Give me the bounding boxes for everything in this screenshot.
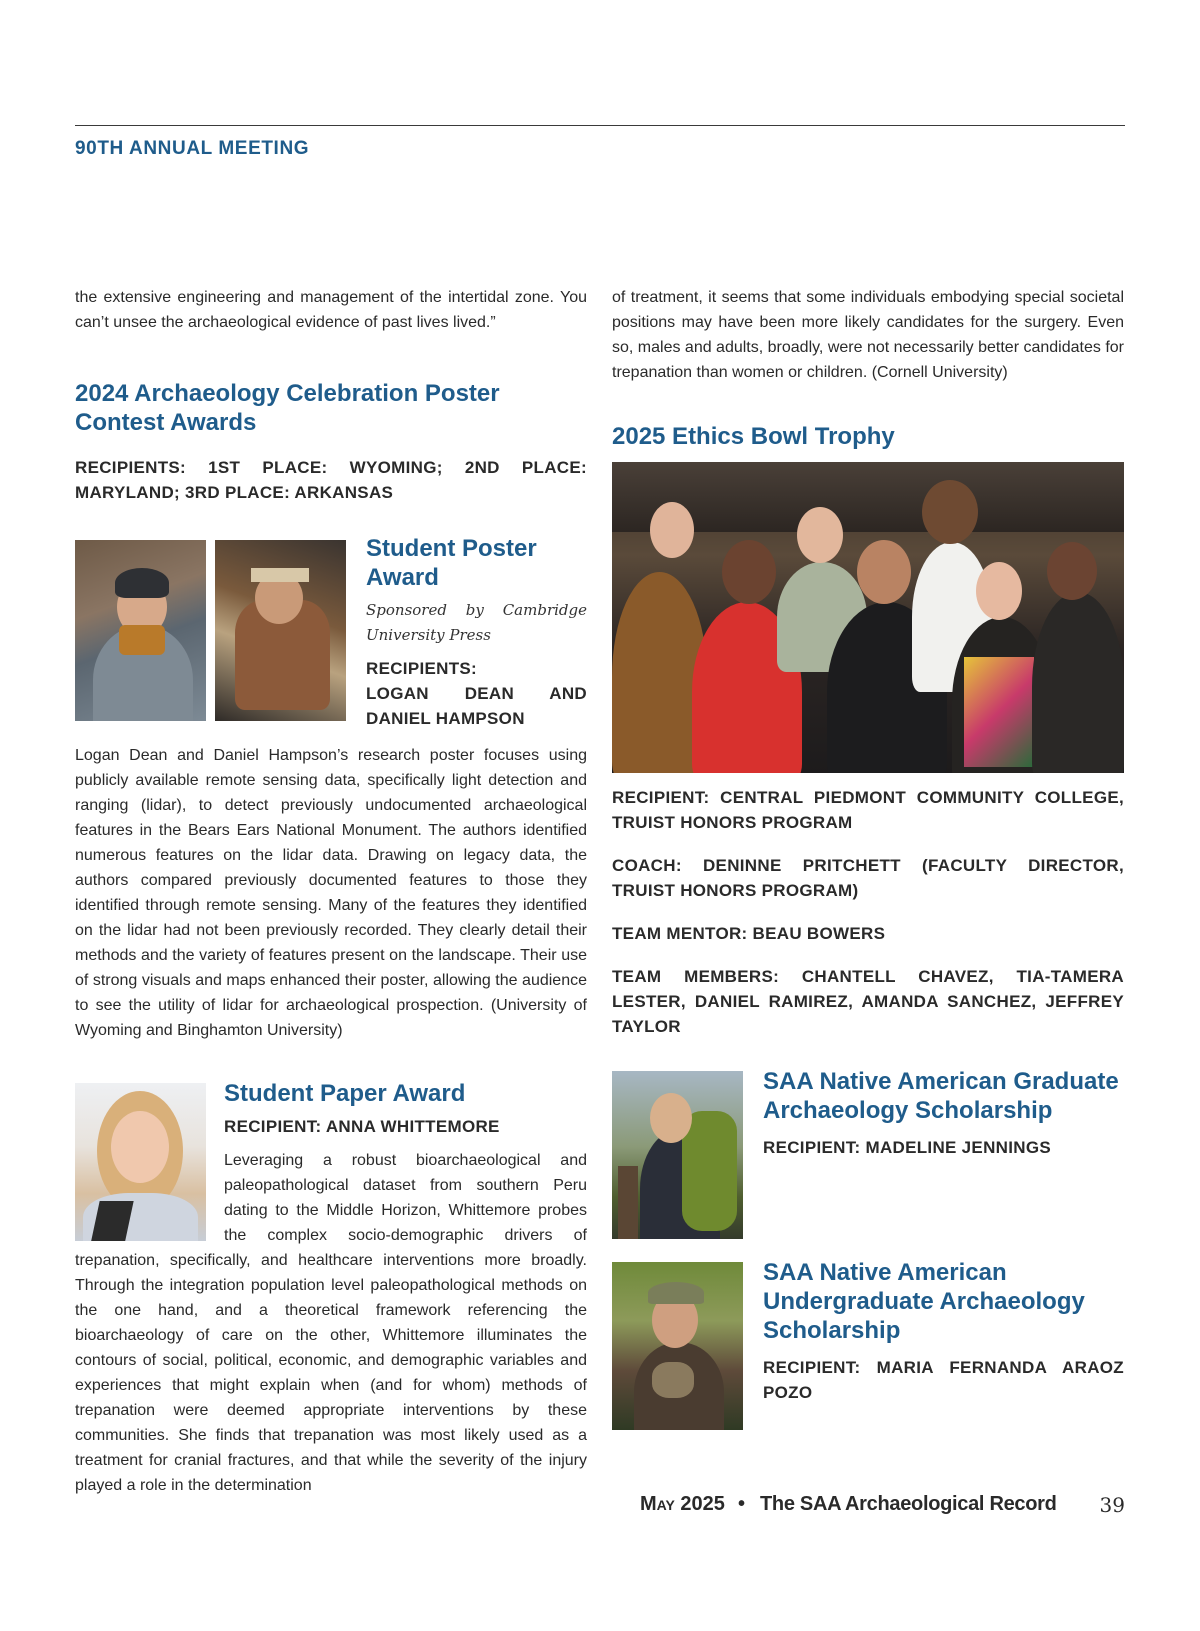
anna-whittemore-photo [75, 1083, 206, 1241]
logan-dean-photo [75, 540, 206, 721]
ethics-bowl-mentor: TEAM MENTOR: BEAU BOWERS [612, 924, 886, 943]
student-paper-recipient: RECIPIENT: ANNA WHITTEMORE [224, 1117, 500, 1136]
student-poster-block [75, 535, 587, 728]
maria-araoz-pozo-photo [612, 1262, 743, 1430]
grad-scholarship-caption [763, 1067, 1124, 1160]
student-poster-recipients-label: RECIPIENTS: [366, 659, 477, 678]
student-poster-recipients: LOGAN DEAN AND DANIEL HAMPSON [366, 684, 587, 728]
ethics-bowl-members: TEAM MEMBERS: CHANTELL CHAVEZ, TIA-TAMERA LESTER, DANIEL RAMIREZ, AMANDA SANCHEZ, JEFFREY TAYLOR [612, 967, 1124, 1036]
undergrad-scholarship-caption [763, 1258, 1124, 1405]
undergrad-scholarship-title: SAA Native American Undergraduate Archaeology Scholarship [763, 1259, 1085, 1344]
footer-issue: May 2025 [640, 1493, 725, 1515]
madeline-jennings-photo [612, 1071, 743, 1239]
ethics-bowl-team-photo [612, 462, 1124, 773]
student-paper-title: Student Paper Award [224, 1080, 466, 1107]
ethics-bowl-coach: COACH: DENINNE PRITCHETT (FACULTY DIRECTOR, TRUIST HONORS PROGRAM) [612, 856, 1124, 900]
header-rule [75, 125, 1125, 126]
undergrad-scholarship-block [612, 1259, 1124, 1437]
ethics-bowl-recipient: RECIPIENT: CENTRAL PIEDMONT COMMUNITY COLLEGE, TRUIST HONORS PROGRAM [612, 788, 1124, 832]
intro-paragraph: the extensive engineering and management of the intertidal zone. You can’t unsee the archaeological evidence of past lives lived.” [75, 289, 587, 331]
page-footer [640, 1493, 1125, 1523]
student-poster-caption [366, 534, 587, 731]
left-column [75, 285, 587, 1498]
student-poster-body: Logan Dean and Daniel Hampson’s research poster focuses using publicly available remote sensing data, specifically light detection and ranging (lidar), to detect previously undocumented archaeological features in the Bears Ears National Monument. The authors identified numerous features on the lidar data. Drawing on legacy data, the authors compared previously documented features to those they identified through remote sensing. Many of the features they identified on the lidar had not been previously recorded. They clearly detail their methods and the variety of features present on the landscape. Their use of strong visuals and maps enhanced their poster, allowing the audience to see the utility of lidar for archaeological prospection. (University of Wyoming and Binghamton University) [75, 747, 587, 1039]
undergrad-scholarship-recipient: RECIPIENT: MARIA FERNANDA ARAOZ POZO [763, 1358, 1124, 1402]
footer-bullet: • [738, 1493, 746, 1515]
grad-scholarship-title: SAA Native American Graduate Archaeology Scholarship [763, 1068, 1119, 1124]
poster-contest-title: 2024 Archaeology Celebration Poster Contest Awards [75, 380, 500, 436]
daniel-hampson-photo [215, 540, 346, 721]
section-header: 90TH ANNUAL MEETING [75, 138, 310, 159]
student-paper-body: Leveraging a robust bioarchaeological and paleopathological dataset from southern Peru dating to the Middle Horizon, Whittemore probes the complex socio-demographic drivers of trepanation, specifically, and healthcare interventions more broadly. Through the integration population level paleopathological methods on the one hand, and a theoretical framework referencing the bioarchaeology of care on the other, Whittemore illuminates the contours of social, political, economic, and demographic variables and experiences that might explain when (and for whom) methods of trepanation were deemed appropriate interventions by these communities. She finds that trepanation was most likely used as a treatment for cranial fractures, and that while the severity of the injury played a role in the determination [75, 1152, 587, 1494]
page-number: 39 [1099, 1493, 1125, 1517]
poster-contest-recipients: RECIPIENTS: 1ST PLACE: WYOMING; 2ND PLACE: MARYLAND; 3RD PLACE: ARKANSAS [75, 458, 587, 502]
right-column [612, 285, 1124, 1437]
footer-publication: The SAA Archaeological Record [760, 1493, 1057, 1515]
student-poster-title: Student Poster Award [366, 535, 537, 591]
ethics-bowl-title: 2025 Ethics Bowl Trophy [612, 423, 895, 450]
student-poster-sponsor: Sponsored by Cambridge University Press [366, 601, 587, 644]
student-paper-block [75, 1079, 587, 1498]
grad-scholarship-block [612, 1068, 1124, 1246]
continued-paragraph: of treatment, it seems that some individuals embodying special societal positions may have been more likely candidates for the surgery. Even so, males and adults, broadly, were not necessarily better candidates for trepanation than women or children. (Cornell University) [612, 289, 1124, 381]
grad-scholarship-recipient: RECIPIENT: MADELINE JENNINGS [763, 1138, 1051, 1157]
